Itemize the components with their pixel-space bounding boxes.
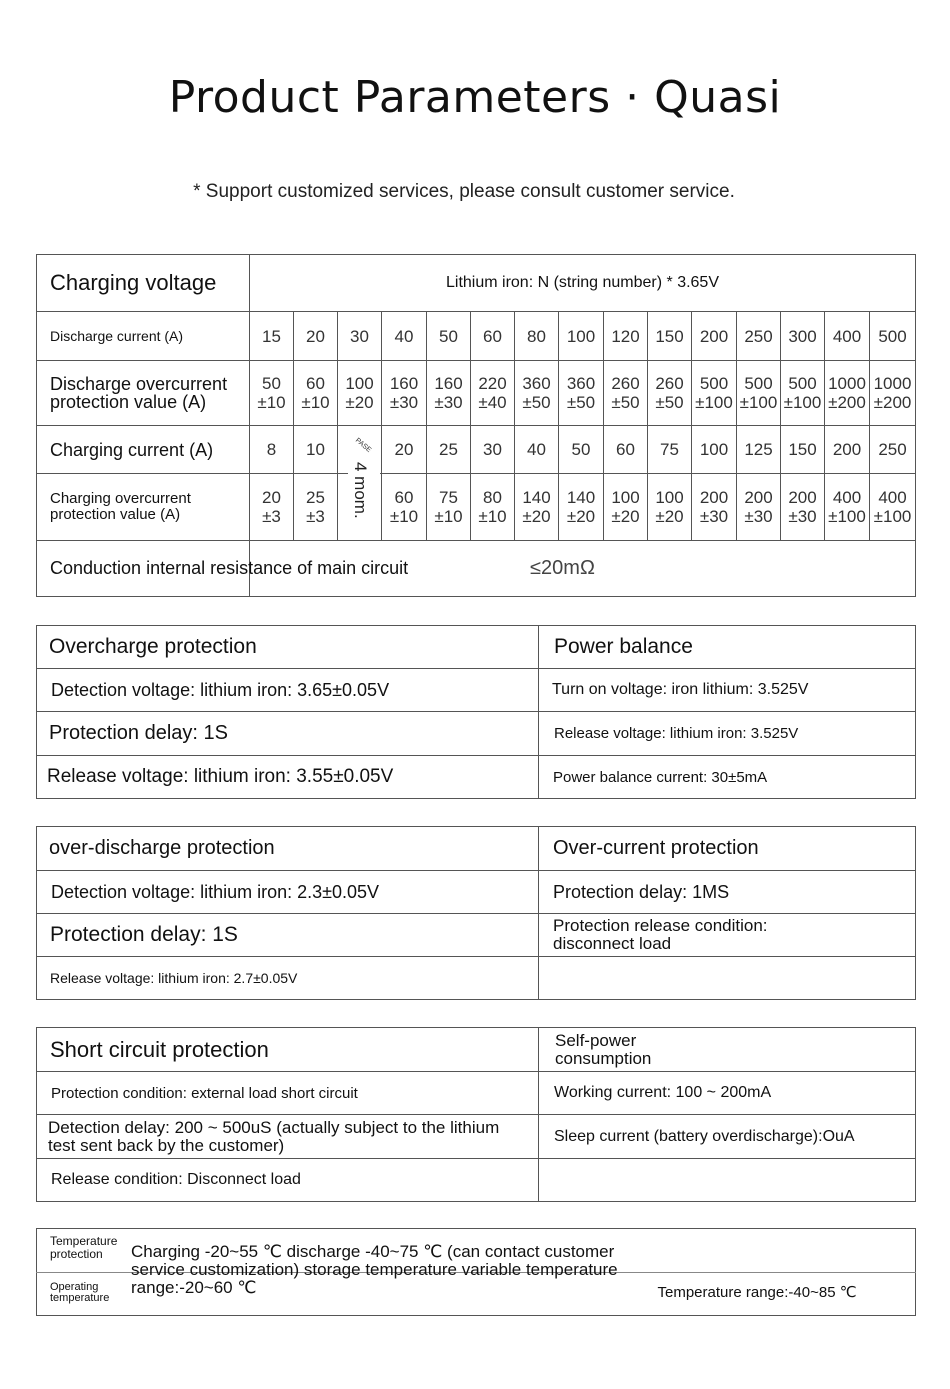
cell-tolerance: ±100 (828, 507, 866, 526)
cell-tolerance: ±30 (744, 507, 773, 526)
overcharge-title: Overcharge protection (37, 626, 539, 669)
self-power-working: Working current: 100 ~ 200mA (539, 1072, 916, 1115)
charging-current-row (37, 426, 916, 474)
charging-overcurrent-cell (692, 474, 737, 541)
scanned-overlay (348, 436, 380, 540)
cell-tolerance: ±50 (566, 393, 596, 412)
cell-tolerance: ±10 (257, 393, 286, 412)
cell-value: 360 (522, 374, 551, 393)
page-subtitle: * Support customized services, please consult customer service. (193, 181, 735, 202)
overdischarge-title: over-discharge protection (37, 827, 539, 871)
charging-overcurrent-cell (648, 474, 692, 541)
cell-value: 100 (611, 488, 640, 507)
discharge-overcurrent-cell (294, 361, 338, 426)
discharge-current-cell: 500 (870, 312, 916, 361)
cell-value: 200 (744, 488, 773, 507)
overdischarge-delay: Protection delay: 1S (37, 914, 539, 957)
charging-overcurrent-row (37, 474, 916, 541)
cell-value: 100 (345, 374, 374, 393)
cell-tolerance: ±50 (522, 393, 551, 412)
self-power-sleep: Sleep current (battery overdischarge):OuA (539, 1115, 916, 1159)
temperature-protection-value: Charging -20~55 ℃ discharge -40~75 ℃ (can contact customer service customization) storage temperature variable temperature range:-20~60 ℃ (131, 1242, 618, 1297)
overdischarge-detection: Detection voltage: lithium iron: 2.3±0.05V (37, 871, 539, 914)
cell-value: 140 (522, 488, 551, 507)
cell-tolerance: ±10 (478, 507, 507, 526)
cell-tolerance: ±50 (655, 393, 684, 412)
charging-overcurrent-cell (427, 474, 471, 541)
charging-overcurrent-cell (515, 474, 559, 541)
charging-current-label: Charging current (A) (37, 426, 250, 474)
charging-current-cell: 8 (250, 426, 294, 474)
balance-release: Release voltage: lithium iron: 3.525V (539, 712, 916, 756)
cell-tolerance: ±30 (699, 507, 729, 526)
overdischarge-release: Release voltage: lithium iron: 2.7±0.05V (37, 957, 539, 1000)
discharge-current-cell: 150 (648, 312, 692, 361)
overcurrent-release: Protection release condition: disconnect load (539, 914, 916, 957)
balance-current: Power balance current: 30±5mA (539, 756, 916, 799)
discharge-overcurrent-cell (604, 361, 648, 426)
charging-overcurrent-cell (471, 474, 515, 541)
temperature-table (36, 1228, 916, 1316)
cell-value: 400 (878, 488, 907, 507)
short-circuit-condition: Protection condition: external load short circuit (37, 1072, 539, 1115)
discharge-overcurrent-cell (338, 361, 382, 426)
cell-tolerance: ±100 (783, 393, 822, 412)
charging-current-cell: 40 (515, 426, 559, 474)
charging-current-cell: 60 (604, 426, 648, 474)
cell-value: 75 (439, 488, 458, 507)
cell-value: 500 (744, 374, 773, 393)
discharge-overcurrent-cell (692, 361, 737, 426)
overlay-mark: PASE (353, 436, 373, 455)
charging-current-cell: 250 (870, 426, 916, 474)
discharge-overcurrent-cell (781, 361, 825, 426)
balance-turn-on: Turn on voltage: iron lithium: 3.525V (539, 669, 916, 712)
charging-current-cell: 10 (294, 426, 338, 474)
overcharge-release: Release voltage: lithium iron: 3.55±0.05V (37, 756, 539, 799)
cell-tolerance: ±100 (695, 393, 733, 412)
discharge-current-cell: 40 (382, 312, 427, 361)
cell-value: 400 (832, 488, 862, 507)
charging-overcurrent-cell (781, 474, 825, 541)
cell-tolerance: ±30 (434, 393, 463, 412)
balance-title: Power balance (539, 626, 916, 669)
cell-value: 140 (566, 488, 596, 507)
cell-tolerance: ±50 (611, 393, 640, 412)
discharge-current-cell: 50 (427, 312, 471, 361)
charging-current-cell: 20 (382, 426, 427, 474)
cell-tolerance: ±20 (522, 507, 551, 526)
charging-overcurrent-label: Charging overcurrent protection value (A) (37, 474, 250, 541)
discharge-current-cell: 15 (250, 312, 294, 361)
discharge-current-cell: 200 (692, 312, 737, 361)
cell-value: 100 (655, 488, 684, 507)
cell-tolerance: ±3 (306, 507, 325, 526)
self-power-title: Self-power consumption (539, 1028, 916, 1072)
charging-overcurrent-cell (870, 474, 916, 541)
discharge-current-cell: 20 (294, 312, 338, 361)
operating-temperature-value: Temperature range:-40~85 ℃ (657, 1284, 857, 1301)
cell-value: 60 (306, 374, 325, 393)
charging-overcurrent-cell (604, 474, 648, 541)
charging-current-cell: 30 (471, 426, 515, 474)
discharge-current-cell: 60 (471, 312, 515, 361)
cell-value: 160 (434, 374, 463, 393)
discharge-overcurrent-cell (870, 361, 916, 426)
charging-overcurrent-cell (737, 474, 781, 541)
empty-cell (539, 1159, 916, 1202)
cell-tolerance: ±10 (434, 507, 463, 526)
charging-current-cell: 125 (737, 426, 781, 474)
discharge-current-row (37, 312, 916, 361)
discharge-overcurrent-cell (559, 361, 604, 426)
cell-tolerance: ±200 (828, 393, 866, 412)
discharge-overcurrent-cell (737, 361, 781, 426)
overcharge-balance-table (36, 625, 916, 799)
cell-tolerance: ±30 (788, 507, 817, 526)
cell-tolerance: ±10 (301, 393, 330, 412)
cell-tolerance: ±20 (345, 393, 374, 412)
cell-value: 200 (699, 488, 729, 507)
charging-current-cell: 50 (559, 426, 604, 474)
cell-value: 500 (788, 374, 817, 393)
discharge-overcurrent-label: Discharge overcurrent protection value (A) (37, 361, 250, 426)
short-circuit-title: Short circuit protection (37, 1028, 539, 1072)
discharge-current-cell: 100 (559, 312, 604, 361)
cell-value: 160 (389, 374, 419, 393)
charging-current-cell: 100 (692, 426, 737, 474)
resistance-value: ≤20mΩ (250, 541, 916, 597)
overcurrent-delay: Protection delay: 1MS (539, 871, 916, 914)
charging-current-cell: 200 (825, 426, 870, 474)
overlay-vertical-text: 4 mom. (351, 462, 370, 519)
cell-tolerance: ±100 (873, 507, 912, 526)
short-circuit-delay: Detection delay: 200 ~ 500uS (actually subject to the lithium test sent back by the customer) (37, 1115, 539, 1159)
cell-tolerance: ±3 (262, 507, 281, 526)
discharge-overcurrent-cell (382, 361, 427, 426)
cell-value: 500 (699, 374, 729, 393)
overdischarge-overcurrent-table (36, 826, 916, 1000)
cell-value: 260 (611, 374, 640, 393)
charging-current-cell: 75 (648, 426, 692, 474)
discharge-overcurrent-cell (825, 361, 870, 426)
charging-overcurrent-cell (294, 474, 338, 541)
discharge-current-cell: 120 (604, 312, 648, 361)
cell-tolerance: ±100 (739, 393, 778, 412)
discharge-overcurrent-cell (515, 361, 559, 426)
cell-tolerance: ±200 (873, 393, 912, 412)
charging-overcurrent-cell (825, 474, 870, 541)
discharge-current-cell: 30 (338, 312, 382, 361)
cell-value: 50 (262, 374, 281, 393)
cell-tolerance: ±30 (389, 393, 419, 412)
operating-temperature-label: Operating temperature (50, 1281, 110, 1304)
resistance-label (37, 541, 409, 597)
cell-tolerance: ±10 (389, 507, 419, 526)
cell-tolerance: ±40 (478, 393, 507, 412)
cell-tolerance: ±20 (655, 507, 684, 526)
cell-value: 1000 (828, 374, 866, 393)
cell-value: 60 (394, 488, 414, 507)
temperature-protection-label: Temperature protection (50, 1234, 118, 1261)
discharge-current-cell: 300 (781, 312, 825, 361)
resistance-row (37, 541, 916, 597)
short-circuit-self-power-table (36, 1027, 916, 1202)
cell-value: 25 (306, 488, 325, 507)
discharge-current-cell: 400 (825, 312, 870, 361)
cell-tolerance: ±20 (611, 507, 640, 526)
charging-current-cell: 150 (781, 426, 825, 474)
cell-value: 80 (483, 488, 502, 507)
discharge-current-cell: 80 (515, 312, 559, 361)
discharge-current-cell: 250 (737, 312, 781, 361)
parameter-table (36, 254, 916, 597)
overcurrent-title: Over-current protection (539, 827, 916, 871)
cell-value: 1000 (873, 374, 912, 393)
discharge-overcurrent-cell (427, 361, 471, 426)
cell-value: 200 (788, 488, 817, 507)
charging-voltage-value: Lithium iron: N (string number) * 3.65V (250, 255, 916, 312)
cell-value: 220 (478, 374, 507, 393)
resistance-label-text: Conduction internal resistance of main circuit (50, 558, 409, 578)
discharge-overcurrent-row (37, 361, 916, 426)
cell-tolerance: ±20 (566, 507, 596, 526)
charging-current-cell: 25 (427, 426, 471, 474)
charging-voltage-row (37, 255, 916, 312)
charging-overcurrent-cell (559, 474, 604, 541)
charging-overcurrent-cell (382, 474, 427, 541)
overcharge-detection: Detection voltage: lithium iron: 3.65±0.05V (37, 669, 539, 712)
cell-value: 360 (566, 374, 596, 393)
cell-value: 20 (262, 488, 281, 507)
charging-overcurrent-cell (250, 474, 294, 541)
page-title: Product Parameters · Quasi (168, 72, 782, 123)
overcharge-delay: Protection delay: 1S (37, 712, 539, 756)
discharge-overcurrent-cell (250, 361, 294, 426)
discharge-current-label: Discharge current (A) (37, 312, 250, 361)
short-circuit-release: Release condition: Disconnect load (37, 1159, 539, 1202)
discharge-overcurrent-cell (471, 361, 515, 426)
discharge-overcurrent-cell (648, 361, 692, 426)
charging-voltage-label: Charging voltage (37, 255, 250, 312)
empty-cell (539, 957, 916, 1000)
cell-value: 260 (655, 374, 684, 393)
